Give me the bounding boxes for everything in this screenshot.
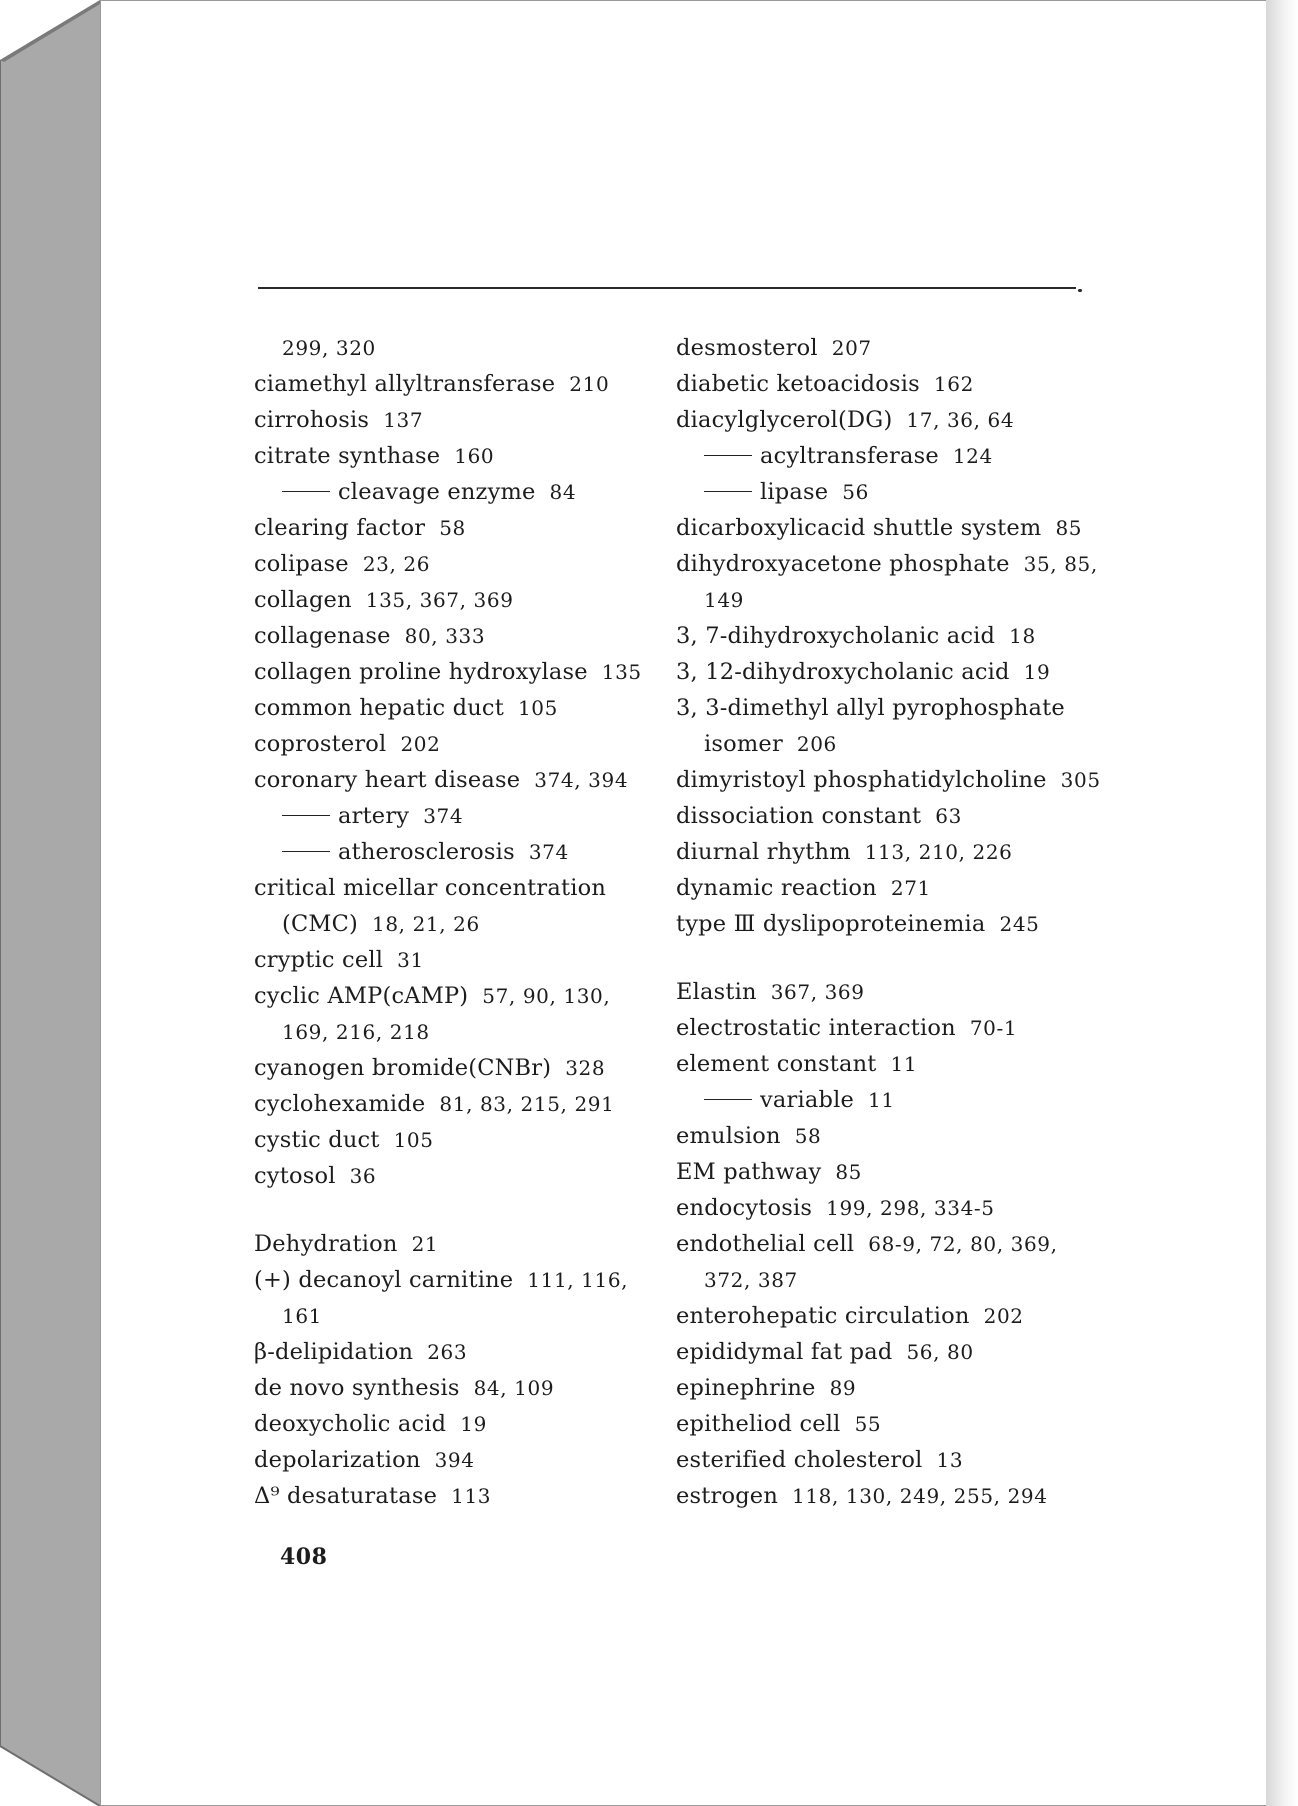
index-term: cleavage enzyme	[338, 479, 536, 505]
index-entry	[254, 546, 694, 582]
index-entry	[676, 1226, 1096, 1262]
index-term: coprosterol	[254, 731, 387, 757]
index-page-refs: 21	[411, 1232, 439, 1256]
index-term: 3, 3-dimethyl allyl pyrophosphate	[676, 695, 1065, 721]
index-entry	[254, 798, 694, 834]
index-page-refs: 118, 130, 249, 255, 294	[792, 1484, 1048, 1508]
index-entry	[254, 402, 694, 438]
index-term: EM pathway	[676, 1159, 822, 1185]
index-page-refs: 263	[427, 1340, 468, 1364]
index-term: Dehydration	[254, 1231, 398, 1257]
index-page-refs: 210	[569, 372, 610, 396]
index-page-refs: 202	[983, 1304, 1024, 1328]
index-term: Δ⁹ desaturatase	[254, 1483, 438, 1509]
index-entry	[254, 438, 694, 474]
index-page-refs: 162	[933, 372, 974, 396]
index-entry	[254, 582, 694, 618]
index-page-refs: 271	[890, 876, 931, 900]
index-term: cystic duct	[254, 1127, 380, 1153]
index-term: 3, 7-dihydroxycholanic acid	[676, 623, 996, 649]
index-page-refs: 105	[393, 1128, 434, 1152]
index-page-refs: 367, 369	[770, 980, 865, 1004]
index-page-refs: 161	[282, 1304, 322, 1328]
index-term: diabetic ketoacidosis	[676, 371, 920, 397]
index-entry	[676, 906, 1096, 942]
index-term: cyclohexamide	[254, 1091, 426, 1117]
index-page-refs: 305	[1060, 768, 1101, 792]
index-entry	[254, 474, 694, 510]
index-page-refs: 207	[831, 336, 872, 360]
page-number: 408	[280, 1544, 328, 1570]
index-entry	[676, 330, 1096, 366]
index-page-refs: 160	[454, 444, 495, 468]
index-page-refs: 11	[868, 1088, 895, 1112]
index-entry	[254, 1014, 694, 1050]
index-page-refs: 11	[890, 1052, 918, 1076]
index-entry	[676, 1082, 1096, 1118]
subentry-dash	[282, 815, 330, 816]
index-page-refs: 85	[835, 1160, 863, 1184]
index-entry	[254, 978, 694, 1014]
index-term: cryptic cell	[254, 947, 384, 973]
index-entry	[676, 798, 1096, 834]
index-entry	[676, 1190, 1096, 1226]
index-term: β-delipidation	[254, 1339, 414, 1365]
index-term: de novo synthesis	[254, 1375, 460, 1401]
index-term: (CMC)	[282, 911, 359, 937]
index-entry	[676, 1154, 1096, 1190]
index-term: collagen	[254, 587, 352, 613]
index-entry	[254, 1442, 694, 1478]
index-term: endocytosis	[676, 1195, 813, 1221]
index-page-refs: 70-1	[969, 1016, 1018, 1040]
index-page-refs: 169, 216, 218	[282, 1020, 430, 1044]
index-term: ciamethyl allyltransferase	[254, 371, 556, 397]
index-page-refs: 57, 90, 130,	[482, 984, 611, 1008]
index-entry	[254, 762, 694, 798]
index-term: epididymal fat pad	[676, 1339, 893, 1365]
index-entry	[676, 834, 1096, 870]
index-term: element constant	[676, 1051, 877, 1077]
index-page-refs: 80, 333	[404, 624, 486, 648]
index-entry	[676, 1370, 1096, 1406]
index-page-refs: 23, 26	[362, 552, 431, 576]
index-term: epinephrine	[676, 1375, 816, 1401]
index-term: collagenase	[254, 623, 391, 649]
index-term: acyltransferase	[760, 443, 939, 469]
index-entry	[254, 726, 694, 762]
index-term: coronary heart disease	[254, 767, 521, 793]
index-term: colipase	[254, 551, 349, 577]
index-term: cyclic AMP(cAMP)	[254, 983, 469, 1009]
index-term: Elastin	[676, 979, 757, 1005]
index-term: esterified cholesterol	[676, 1447, 923, 1473]
index-entry	[254, 1298, 694, 1334]
index-page-refs: 124	[952, 444, 993, 468]
index-entry	[676, 690, 1096, 726]
index-page-refs: 374	[528, 840, 569, 864]
index-term: atherosclerosis	[338, 839, 515, 865]
index-term: dihydroxyacetone phosphate	[676, 551, 1010, 577]
index-entry	[676, 1298, 1096, 1334]
index-entry	[254, 510, 694, 546]
index-entry	[254, 1262, 694, 1298]
index-entry	[254, 690, 694, 726]
index-entry	[254, 1334, 694, 1370]
index-entry	[254, 906, 694, 942]
index-entry	[254, 366, 694, 402]
index-entry	[676, 870, 1096, 906]
index-page-refs: 206	[796, 732, 837, 756]
index-entry	[676, 474, 1096, 510]
index-page-refs: 84, 109	[473, 1376, 555, 1400]
index-entry	[676, 438, 1096, 474]
index-page-refs: 63	[935, 804, 962, 828]
index-page-refs: 135, 367, 369	[365, 588, 514, 612]
index-page-refs: 55	[854, 1412, 882, 1436]
index-term: enterohepatic circulation	[676, 1303, 970, 1329]
index-entry	[676, 1010, 1096, 1046]
index-page-refs: 111, 116,	[527, 1268, 629, 1292]
index-term: estrogen	[676, 1483, 779, 1509]
index-page-refs: 105	[517, 696, 558, 720]
index-entry	[676, 974, 1096, 1010]
index-entry	[254, 1086, 694, 1122]
index-page-refs: 372, 387	[704, 1268, 798, 1292]
index-page-refs: 374	[423, 804, 464, 828]
index-page-refs: 18	[1009, 624, 1036, 648]
index-entry	[676, 1118, 1096, 1154]
index-term: isomer	[704, 731, 783, 757]
index-term: 3, 12-dihydroxycholanic acid	[676, 659, 1010, 685]
subentry-dash	[282, 851, 330, 852]
index-entry	[676, 366, 1096, 402]
index-entry	[254, 870, 694, 906]
index-page-refs: 31	[397, 948, 424, 972]
index-entry	[676, 654, 1096, 690]
index-page-refs: 374, 394	[534, 768, 629, 792]
index-page-refs: 84	[549, 480, 577, 504]
index-page-refs: 56	[842, 480, 869, 504]
index-page-refs: 245	[999, 912, 1040, 936]
subentry-dash	[704, 1099, 752, 1100]
book-spine	[0, 0, 100, 1806]
index-entry	[254, 1050, 694, 1086]
index-page-refs: 19	[460, 1412, 487, 1436]
index-entry	[676, 402, 1096, 438]
index-term: dissociation constant	[676, 803, 922, 829]
book-spine-graphic	[0, 0, 100, 1806]
index-page-refs: 17, 36, 64	[906, 408, 1015, 432]
index-entry	[676, 1334, 1096, 1370]
index-term: emulsion	[676, 1123, 781, 1149]
index-page-refs: 135	[601, 660, 642, 684]
index-page-refs: 58	[794, 1124, 822, 1148]
index-entry	[254, 618, 694, 654]
index-term: depolarization	[254, 1447, 421, 1473]
index-term: endothelial cell	[676, 1231, 855, 1257]
index-entry	[254, 1370, 694, 1406]
index-page-refs: 68-9, 72, 80, 369,	[868, 1232, 1058, 1256]
index-entry	[676, 1406, 1096, 1442]
index-entry	[254, 1122, 694, 1158]
index-term: diacylglycerol(DG)	[676, 407, 893, 433]
index-term: (+) decanoyl carnitine	[254, 1267, 514, 1293]
index-column-left	[254, 330, 694, 1514]
index-entry	[676, 1046, 1096, 1082]
header-rule	[258, 287, 1076, 289]
index-entry	[676, 1442, 1096, 1478]
subentry-dash	[282, 491, 330, 492]
index-page-refs: 56, 80	[906, 1340, 974, 1364]
index-entry	[254, 330, 694, 366]
index-entry	[676, 618, 1096, 654]
index-term: lipase	[760, 479, 829, 505]
index-entry	[254, 1158, 694, 1194]
index-entry	[676, 762, 1101, 798]
index-term: clearing factor	[254, 515, 426, 541]
index-term: dicarboxylicacid shuttle system	[676, 515, 1042, 541]
subentry-dash	[704, 491, 752, 492]
index-entry	[254, 1406, 694, 1442]
index-entry	[676, 1262, 1096, 1298]
index-term: epitheliod cell	[676, 1411, 841, 1437]
index-entry	[254, 834, 694, 870]
index-term: common hepatic duct	[254, 695, 504, 721]
index-page-refs: 19	[1023, 660, 1051, 684]
index-term: citrate synthase	[254, 443, 441, 469]
index-page-refs: 328	[565, 1056, 606, 1080]
page-edge-shadow	[1266, 0, 1298, 1806]
index-entry	[254, 1226, 694, 1262]
index-term: desmosterol	[676, 335, 818, 361]
index-page-refs: 149	[704, 588, 744, 612]
index-term: diurnal rhythm	[676, 839, 851, 865]
index-page-refs: 89	[829, 1376, 857, 1400]
index-term: variable	[760, 1087, 855, 1113]
index-page-refs: 113, 210, 226	[864, 840, 1013, 864]
index-term: dynamic reaction	[676, 875, 877, 901]
index-column-right	[676, 330, 1101, 1514]
index-page-refs: 81, 83, 215, 291	[439, 1092, 615, 1116]
index-term: cirrohosis	[254, 407, 370, 433]
index-entry	[676, 1478, 1096, 1514]
index-page-refs: 137	[383, 408, 424, 432]
index-term: dimyristoyl phosphatidylcholine	[676, 767, 1047, 793]
index-page-refs: 35, 85,	[1023, 552, 1098, 576]
index-term: critical micellar concentration	[254, 875, 607, 901]
index-term: cytosol	[254, 1163, 336, 1189]
index-term: cyanogen bromide(CNBr)	[254, 1055, 552, 1081]
index-term: deoxycholic acid	[254, 1411, 447, 1437]
index-page-refs: 394	[434, 1448, 475, 1472]
index-page-refs: 13	[936, 1448, 964, 1472]
index-page-refs: 202	[400, 732, 441, 756]
index-page-refs: 18, 21, 26	[372, 912, 480, 936]
header-rule-end	[1078, 289, 1082, 292]
index-entry	[254, 942, 694, 978]
index-entry	[676, 546, 1096, 582]
index-entry	[254, 654, 694, 690]
index-entry	[676, 510, 1096, 546]
index-page-refs: 199, 298, 334-5	[826, 1196, 995, 1220]
index-page-refs: 85	[1055, 516, 1083, 540]
index-page-refs: 113	[451, 1484, 492, 1508]
index-entry	[676, 726, 1096, 762]
index-term: artery	[338, 803, 410, 829]
index-term: electrostatic interaction	[676, 1015, 956, 1041]
index-page-refs: 299, 320	[282, 336, 376, 360]
index-page-refs: 36	[349, 1164, 377, 1188]
subentry-dash	[704, 455, 752, 456]
index-entry	[676, 582, 1096, 618]
index-entry	[254, 1478, 694, 1514]
index-term: collagen proline hydroxylase	[254, 659, 588, 685]
index-page-refs: 58	[439, 516, 466, 540]
index-term: type Ⅲ dyslipoproteinemia	[676, 911, 986, 937]
